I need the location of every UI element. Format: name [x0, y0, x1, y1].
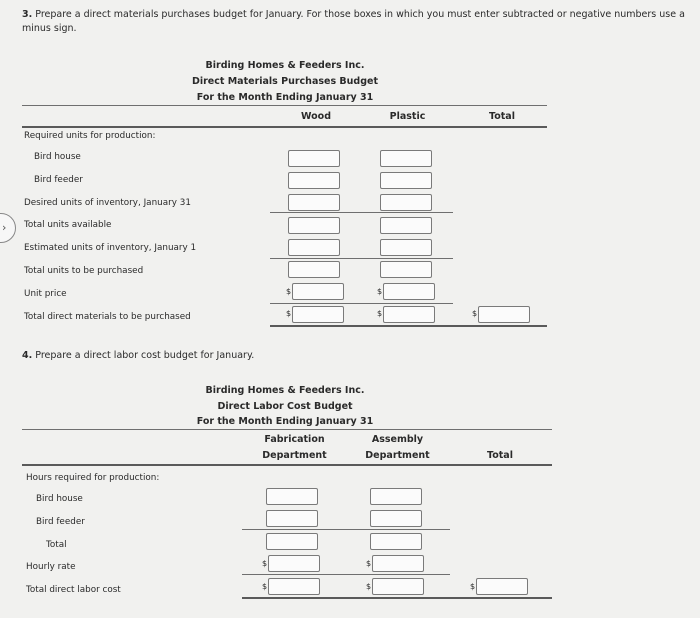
purchases-subtotal-rule-2: [270, 258, 453, 259]
plastic-bird-house-input[interactable]: [380, 150, 432, 167]
column-header-labor-total: Total: [487, 450, 513, 461]
total-labor-cost-input[interactable]: [476, 578, 528, 595]
column-header-assembly-dept: Department: [365, 450, 430, 461]
row-label-bird-house: Bird house: [34, 152, 81, 162]
wood-estimated-inventory-input[interactable]: [288, 239, 340, 256]
row-label-total-purchased: Total units to be purchased: [24, 266, 144, 276]
plastic-bird-feeder-input[interactable]: [380, 172, 432, 189]
wood-total-available-input[interactable]: [288, 217, 340, 234]
row-label-labor-total: Total: [46, 540, 67, 550]
column-header-total: Total: [489, 111, 515, 122]
plastic-desired-inventory-input[interactable]: [380, 194, 432, 211]
row-label-total-direct-labor: Total direct labor cost: [26, 585, 121, 595]
purchases-total-double-rule: [270, 325, 547, 327]
purchases-period: For the Month Ending January 31: [196, 92, 374, 103]
labor-budget-title: Direct Labor Cost Budget: [217, 401, 353, 412]
total-labor-currency: $: [470, 582, 476, 591]
fabrication-rate-currency: $: [262, 559, 268, 568]
labor-header-rule-top: [22, 429, 552, 430]
question-3-number: 3.: [22, 9, 33, 20]
labor-total-double-rule: [242, 597, 552, 599]
wood-desired-inventory-input[interactable]: [288, 194, 340, 211]
purchases-header-rule-top: [22, 105, 547, 106]
question-3-text: Prepare a direct materials purchases budget for January. For those boxes in which you must enter subtracted or negative numbers use a minus sign.: [22, 9, 685, 34]
column-header-fabrication: Fabrication: [264, 434, 325, 445]
question-4-number: 4.: [22, 350, 33, 361]
wood-total-cost-input[interactable]: [292, 306, 344, 323]
purchases-header-rule-bottom: [22, 126, 547, 128]
plastic-unit-price-currency: $: [377, 287, 383, 296]
purchases-subtotal-rule-1: [270, 212, 453, 213]
side-panel-toggle[interactable]: [0, 213, 16, 243]
column-header-wood: Wood: [301, 111, 331, 122]
wood-bird-feeder-input[interactable]: [288, 172, 340, 189]
plastic-unit-price-input[interactable]: [383, 283, 435, 300]
column-header-plastic: Plastic: [389, 111, 426, 122]
purchases-budget-title: Direct Materials Purchases Budget: [191, 76, 379, 87]
question-3-instructions: [22, 8, 692, 36]
labor-subtotal-rule-2: [242, 574, 450, 575]
fabrication-total-cost-input[interactable]: [268, 578, 320, 595]
row-label-labor-bird-feeder: Bird feeder: [36, 517, 85, 527]
assembly-bird-feeder-input[interactable]: [370, 510, 422, 527]
fabrication-cost-currency: $: [262, 582, 268, 591]
fabrication-bird-feeder-input[interactable]: [266, 510, 318, 527]
question-4-text: Prepare a direct labor cost budget for January.: [35, 350, 255, 361]
assembly-hourly-rate-input[interactable]: [372, 555, 424, 572]
plastic-estimated-inventory-input[interactable]: [380, 239, 432, 256]
row-label-hours-required: Hours required for production:: [26, 473, 160, 483]
row-label-hourly-rate: Hourly rate: [26, 562, 76, 572]
wood-bird-house-input[interactable]: [288, 150, 340, 167]
fabrication-bird-house-input[interactable]: [266, 488, 318, 505]
labor-subtotal-rule-1: [242, 529, 450, 530]
plastic-total-cost-input[interactable]: [383, 306, 435, 323]
row-label-required-units: Required units for production:: [24, 131, 156, 141]
row-label-labor-bird-house: Bird house: [36, 494, 83, 504]
row-label-desired-inventory: Desired units of inventory, January 31: [24, 198, 191, 208]
plastic-total-cost-currency: $: [377, 309, 383, 318]
fabrication-hourly-rate-input[interactable]: [268, 555, 320, 572]
column-header-fabrication-dept: Department: [262, 450, 327, 461]
total-materials-currency: $: [472, 309, 478, 318]
question-4-instructions: [22, 349, 622, 363]
labor-header-rule-bottom: [22, 464, 552, 466]
fabrication-total-input[interactable]: [266, 533, 318, 550]
purchases-subtotal-rule-3: [270, 303, 453, 304]
plastic-total-purchased-input[interactable]: [380, 261, 432, 278]
wood-unit-price-input[interactable]: [292, 283, 344, 300]
row-label-total-available: Total units available: [24, 220, 112, 230]
column-header-assembly: Assembly: [371, 434, 424, 445]
assembly-total-input[interactable]: [370, 533, 422, 550]
total-materials-input[interactable]: [478, 306, 530, 323]
assembly-cost-currency: $: [366, 582, 372, 591]
row-label-estimated-inventory: Estimated units of inventory, January 1: [24, 243, 197, 253]
wood-unit-price-currency: $: [286, 287, 292, 296]
plastic-total-available-input[interactable]: [380, 217, 432, 234]
assembly-bird-house-input[interactable]: [370, 488, 422, 505]
wood-total-purchased-input[interactable]: [288, 261, 340, 278]
purchases-company-name: Birding Homes & Feeders Inc.: [205, 60, 365, 71]
row-label-unit-price: Unit price: [24, 289, 67, 299]
row-label-bird-feeder: Bird feeder: [34, 175, 83, 185]
wood-total-cost-currency: $: [286, 309, 292, 318]
labor-company-name: Birding Homes & Feeders Inc.: [205, 385, 365, 396]
chevron-right-icon: ›: [2, 221, 7, 234]
assembly-rate-currency: $: [366, 559, 372, 568]
labor-period: For the Month Ending January 31: [196, 416, 374, 427]
assembly-total-cost-input[interactable]: [372, 578, 424, 595]
row-label-total-direct-materials: Total direct materials to be purchased: [24, 312, 191, 322]
